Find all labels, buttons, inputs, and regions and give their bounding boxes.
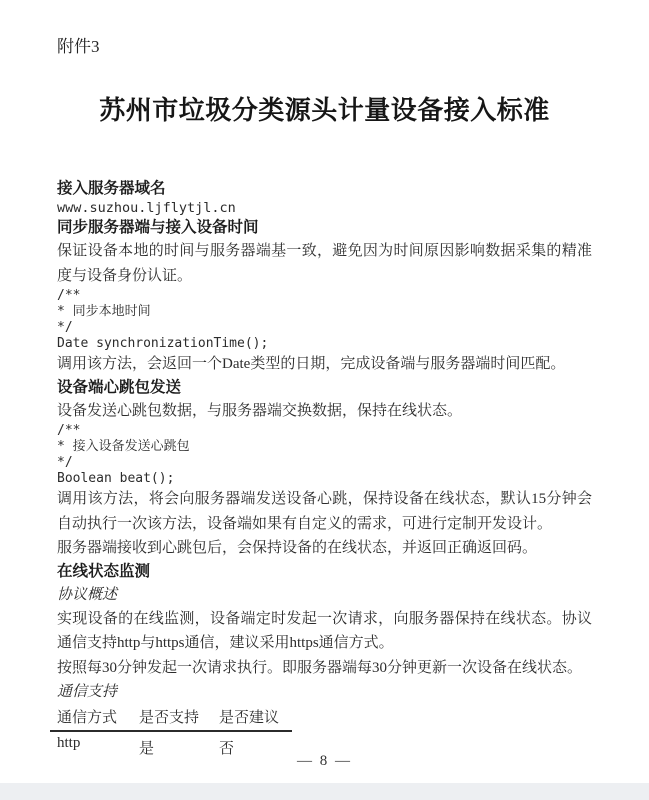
time-sync-code-line: Date synchronizationTime(); xyxy=(57,336,269,351)
time-sync-comment-open: /** xyxy=(57,288,81,303)
time-sync-comment-body: * 同步本地时间 xyxy=(57,304,151,319)
subheading-communication-support: 通信支持 xyxy=(57,684,118,700)
heartbeat-comment-close: */ xyxy=(57,455,73,470)
heading-time-sync: 同步服务器端与接入设备时间 xyxy=(57,219,259,236)
scan-edge-shadow xyxy=(0,783,649,800)
cell-recommended: 否 xyxy=(219,741,235,757)
time-sync-description: 保证设备本地的时间与服务器端基一致，避免因为时间原因影响数据采集的精准度与设备身份认证。 xyxy=(57,243,592,284)
heading-online-status: 在线状态监测 xyxy=(57,562,151,580)
table-header-row xyxy=(50,706,292,731)
protocol-description-1: 实现设备的在线监测，设备端定时发起一次请求，向服务器保持在线状态。协议通信支持http与https通信，建议采用https通信方式。 xyxy=(57,610,592,651)
heading-heartbeat: 设备端心跳包发送 xyxy=(57,378,182,396)
heartbeat-description: 设备发送心跳包数据，与服务器端交换数据，保持在线状态。 xyxy=(57,402,463,419)
time-sync-comment-close: */ xyxy=(57,320,73,335)
column-header-comm-method: 通信方式 xyxy=(50,706,132,731)
heartbeat-code-description: 调用该方法，将会向服务器端发送设备心跳，保持设备在线状态，默认15分钟会自动执行一次该方法，设备端如果有自定义的需求，可进行定制开发设计。 xyxy=(57,491,592,532)
protocol-description-2: 按照每30分钟发起一次请求执行。即服务器端每30分钟更新一次设备在线状态。 xyxy=(57,659,583,676)
heartbeat-comment-open: /** xyxy=(57,423,81,438)
column-header-supported: 是否支持 xyxy=(132,706,212,731)
page-number: — 8 — xyxy=(297,753,352,769)
heartbeat-comment-body: * 接入设备发送心跳包 xyxy=(57,439,190,454)
document-body xyxy=(0,178,649,758)
time-sync-code-description: 调用该方法，会返回一个Date类型的日期，完成设备端与服务器端时间匹配。 xyxy=(57,356,566,372)
column-header-recommended: 是否建议 xyxy=(212,706,292,731)
heartbeat-code-line: Boolean beat(); xyxy=(57,471,175,486)
heartbeat-server-description: 服务器端接收到心跳包后，会保持设备的在线状态，并返回正确返回码。 xyxy=(57,540,538,556)
cell-comm-method: http xyxy=(57,735,81,751)
server-domain-url: www.suzhou.ljflytjl.cn xyxy=(57,200,236,216)
cell-supported: 是 xyxy=(139,741,155,757)
attachment-label: 附件3 xyxy=(57,37,100,56)
subheading-protocol-overview: 协议概述 xyxy=(57,586,118,603)
communication-support-table xyxy=(50,706,292,758)
page-title: 苏州市垃圾分类源头计量设备接入标准 xyxy=(99,96,550,125)
heading-server-domain: 接入服务器域名 xyxy=(57,180,166,197)
